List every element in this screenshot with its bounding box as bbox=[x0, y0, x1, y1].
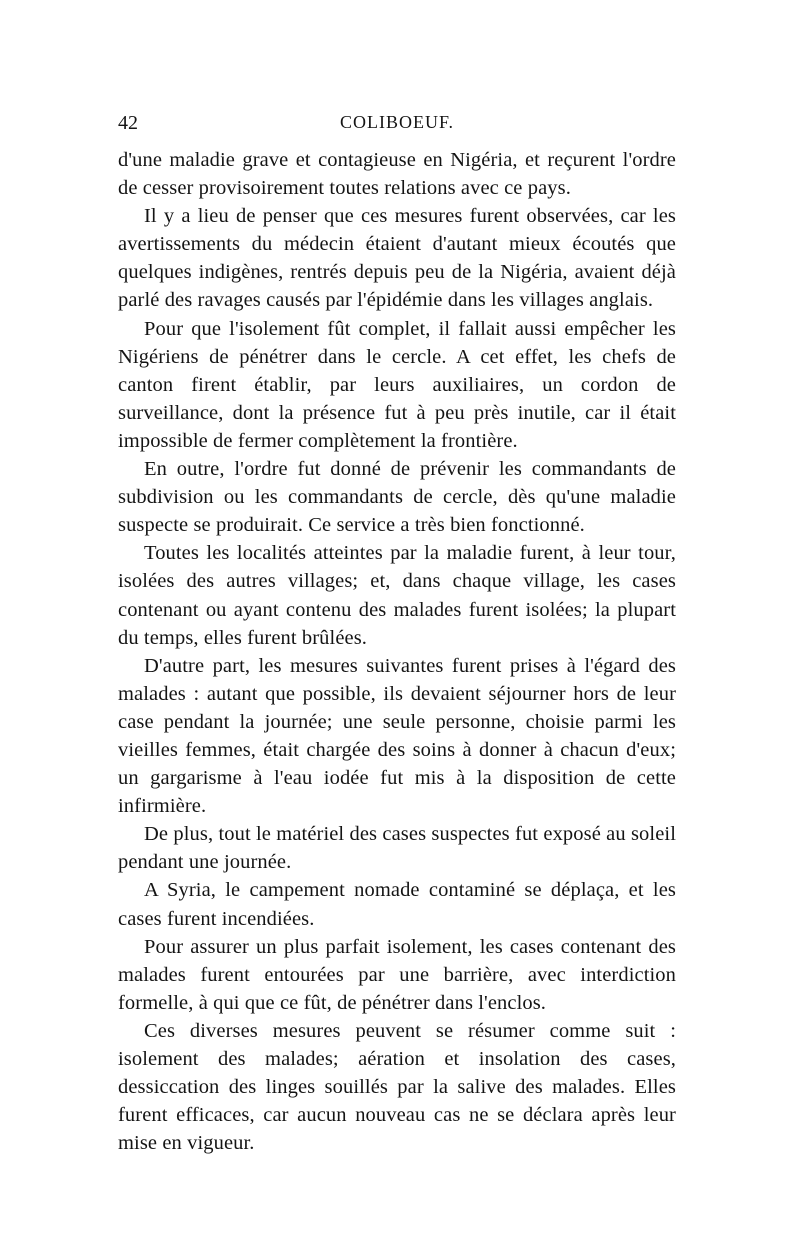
paragraph-9: Pour assurer un plus parfait isolement, les cases contenant des malades furent entourées par une barrière, avec interdiction formelle, à qui que ce fût, de pénétrer dans l'enclos. bbox=[118, 935, 676, 1014]
running-title: COLIBOEUF. bbox=[339, 112, 455, 132]
body-text bbox=[118, 146, 676, 1157]
paragraph-2: Il y a lieu de penser que ces mesures furent observées, car les avertissements du médecin étaient d'autant mieux écoutés que quelques indigènes, rentrés depuis peu de la Nigéria, avaient déjà parlé des ravages causés par l'épidémie dans les villages anglais. bbox=[118, 205, 676, 312]
paragraph-8: A Syria, le campement nomade contaminé se déplaça, et les cases furent incendiées. bbox=[118, 879, 676, 930]
paragraph-3: Pour que l'isolement fût complet, il fallait aussi empêcher les Nigériens de pénétrer dans le cercle. A cet effet, les chefs de canton firent établir, par leurs auxiliaires, un cordon de surveillance, dont la présence fut à peu près inutile, car il était impossible de fermer complètement la frontière. bbox=[118, 317, 676, 452]
page-number: 42 bbox=[118, 112, 138, 134]
paragraph-7: De plus, tout le matériel des cases suspectes fut exposé au soleil pendant une journée. bbox=[118, 823, 676, 874]
paragraph-10: Ces diverses mesures peuvent se résumer comme suit : isolement des malades; aération et insolation des cases, dessiccation des linges souillés par la salive des malades. Elles furent efficaces, car aucun nouveau cas ne se déclara après leur mise en vigueur. bbox=[118, 1019, 676, 1155]
paragraph-1: d'une maladie grave et contagieuse en Nigéria, et reçurent l'ordre de cesser provisoirement toutes relations avec ce pays. bbox=[118, 149, 676, 200]
page-header bbox=[118, 112, 676, 146]
book-page bbox=[118, 112, 676, 1157]
paragraph-6: D'autre part, les mesures suivantes furent prises à l'égard des malades : autant que possible, ils devaient séjourner hors de leur case pendant la journée; une seule personne, choisie parmi les vieilles femmes, était chargée des soins à donner à chacun d'eux; un gargarisme à l'eau iodée fut mis à la disposition de cette infirmière. bbox=[118, 654, 676, 818]
paragraph-4: En outre, l'ordre fut donné de prévenir les commandants de subdivision ou les commandants de cercle, dès qu'une maladie suspecte se produirait. Ce service a très bien fonctionné. bbox=[118, 458, 676, 537]
paragraph-5: Toutes les localités atteintes par la maladie furent, à leur tour, isolées des autres villages; et, dans chaque village, les cases contenant ou ayant contenu des malades furent isolées; la plupart du temps, elles furent brûlées. bbox=[118, 542, 676, 649]
